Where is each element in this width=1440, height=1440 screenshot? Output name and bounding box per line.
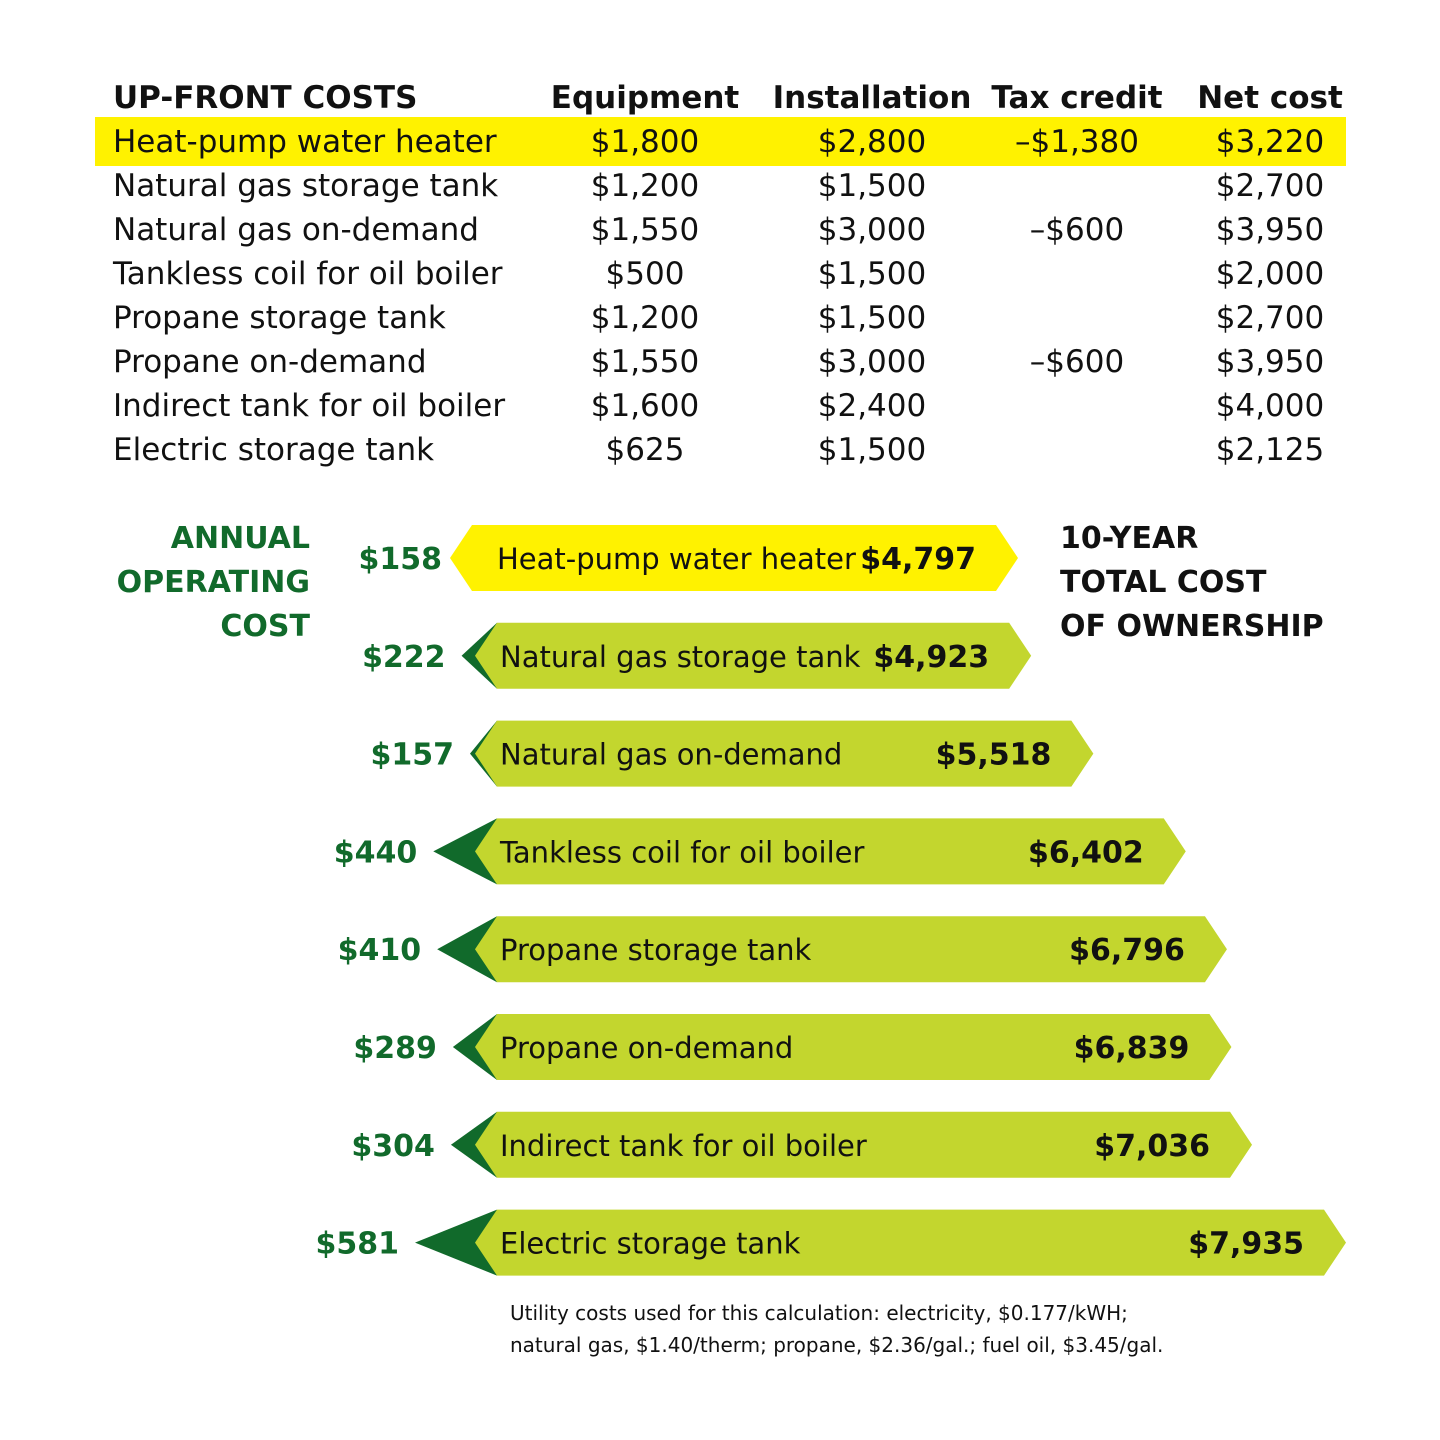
category-label: Propane storage tank xyxy=(500,933,812,968)
equipment-cost: $500 xyxy=(605,256,685,292)
equipment-cost: $1,800 xyxy=(590,124,700,160)
total-cost-label: $7,935 xyxy=(1188,1226,1304,1262)
equipment-cost: $1,550 xyxy=(590,212,700,248)
installation-cost: $1,500 xyxy=(817,432,927,468)
utility-cost-footnote xyxy=(510,1297,1163,1361)
arrow-bar xyxy=(362,623,1031,689)
row-name: Natural gas on-demand xyxy=(113,212,479,248)
net-cost: $3,950 xyxy=(1215,344,1325,380)
annual-cost-label: $440 xyxy=(333,835,418,871)
equipment-cost: $625 xyxy=(605,432,685,468)
category-label: Indirect tank for oil boiler xyxy=(500,1128,867,1163)
arrow-bar xyxy=(351,1112,1252,1178)
category-label: Heat-pump water heater xyxy=(497,542,856,576)
category-label: Natural gas on-demand xyxy=(500,737,843,772)
footnote-line: Utility costs used for this calculation: electricity, $0.177/kWH; xyxy=(510,1301,1128,1325)
row-name: Propane storage tank xyxy=(113,300,446,336)
column-header-net-cost: Net cost xyxy=(1197,80,1343,116)
tax-credit: –$600 xyxy=(1029,344,1125,380)
total-cost-label: $7,036 xyxy=(1094,1128,1211,1164)
net-cost: $3,950 xyxy=(1215,212,1325,248)
annual-title-line: ANNUAL xyxy=(170,521,310,556)
category-label: Natural gas storage tank xyxy=(500,639,861,674)
annual-cost-label: $304 xyxy=(351,1128,435,1164)
total-cost-label: $6,402 xyxy=(1027,835,1144,871)
row-name: Indirect tank for oil boiler xyxy=(113,388,506,424)
arrow-bar xyxy=(316,1210,1347,1276)
installation-cost: $3,000 xyxy=(817,212,927,248)
equipment-cost: $1,200 xyxy=(590,168,700,204)
arrow-bar xyxy=(334,818,1186,884)
column-header-installation: Installation xyxy=(772,80,972,116)
net-cost: $2,000 xyxy=(1215,256,1325,292)
annual-title-line: COST xyxy=(220,609,310,644)
installation-cost: $3,000 xyxy=(817,344,927,380)
net-cost: $2,125 xyxy=(1215,432,1325,468)
installation-cost: $2,800 xyxy=(817,124,927,160)
annual-cost-label: $157 xyxy=(370,737,454,773)
total-cost-label: $4,923 xyxy=(873,639,990,675)
net-cost: $4,000 xyxy=(1215,388,1325,424)
net-cost: $2,700 xyxy=(1215,300,1325,336)
total-title-line: 10-YEAR xyxy=(1060,521,1199,556)
category-label: Tankless coil for oil boiler xyxy=(500,835,865,870)
row-name: Propane on-demand xyxy=(113,344,427,380)
footnote-line: natural gas, $1.40/therm; propane, $2.36/gal.; fuel oil, $3.45/gal. xyxy=(510,1333,1164,1357)
category-label: Electric storage tank xyxy=(500,1226,801,1261)
row-name: Natural gas storage tank xyxy=(113,168,499,204)
total-title-line: OF OWNERSHIP xyxy=(1060,609,1324,644)
equipment-cost: $1,550 xyxy=(590,344,700,380)
arrow-bar xyxy=(338,916,1227,982)
annual-cost-label: $158 xyxy=(358,542,442,577)
arrow-bar xyxy=(359,525,1019,591)
total-cost-label: $4,797 xyxy=(860,542,976,577)
total-cost-label: $6,796 xyxy=(1069,933,1185,969)
total-title-line: TOTAL COST xyxy=(1060,565,1267,600)
installation-cost: $1,500 xyxy=(817,300,927,336)
annual-cost-label: $289 xyxy=(353,1031,437,1066)
tax-credit: –$600 xyxy=(1029,212,1125,248)
column-header-equipment: Equipment xyxy=(550,80,740,116)
installation-cost: $1,500 xyxy=(817,256,927,292)
row-name: Heat-pump water heater xyxy=(113,124,497,160)
total-cost-label: $6,839 xyxy=(1073,1031,1190,1066)
net-cost: $3,220 xyxy=(1215,124,1325,160)
row-name: Tankless coil for oil boiler xyxy=(113,256,503,292)
annual-cost-label: $222 xyxy=(362,639,446,675)
tax-credit: –$1,380 xyxy=(1015,124,1139,160)
column-header-tax-credit: Tax credit xyxy=(991,80,1163,116)
category-label: Propane on-demand xyxy=(500,1031,794,1065)
table-title: UP-FRONT COSTS xyxy=(113,80,418,116)
installation-cost: $1,500 xyxy=(817,168,927,204)
installation-cost: $2,400 xyxy=(817,388,927,424)
row-name: Electric storage tank xyxy=(113,432,435,468)
annual-title-line: OPERATING xyxy=(116,565,310,600)
total-cost-label: $5,518 xyxy=(935,737,1052,773)
arrow-bar xyxy=(371,721,1094,787)
annual-cost-label: $410 xyxy=(337,933,422,969)
annual-cost-label: $581 xyxy=(315,1226,399,1262)
equipment-cost: $1,600 xyxy=(590,388,700,424)
arrow-bar xyxy=(353,1014,1231,1080)
equipment-cost: $1,200 xyxy=(590,300,700,336)
net-cost: $2,700 xyxy=(1215,168,1325,204)
